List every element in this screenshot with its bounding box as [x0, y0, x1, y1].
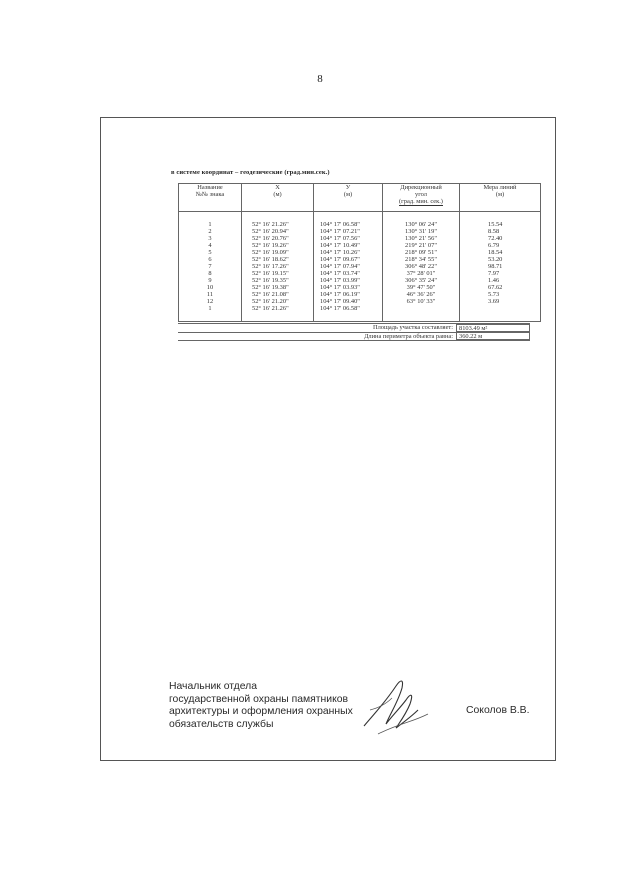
row-x: 52° 16' 21.20" — [242, 298, 314, 305]
row-number: 8 — [179, 270, 242, 277]
perimeter-value: 360.22 м — [456, 332, 530, 340]
row-number: 6 — [179, 256, 242, 263]
row-angle: 39° 47' 50" — [383, 284, 460, 291]
row-angle: 130° 06' 24" — [383, 221, 460, 228]
row-x: 52° 16' 19.15" — [242, 270, 314, 277]
row-x: 52° 16' 19.26" — [242, 242, 314, 249]
row-angle: 219° 21' 07" — [383, 242, 460, 249]
header-length: Мера линий (м) — [460, 184, 541, 212]
row-number: 12 — [179, 298, 242, 305]
row-x: 52° 16' 21.26" — [242, 305, 314, 322]
area-value: 8103.49 м² — [456, 324, 530, 332]
row-x: 52° 16' 21.08" — [242, 291, 314, 298]
row-y: 104° 17' 06.58" — [314, 305, 383, 322]
row-angle: 218° 34' 55" — [383, 256, 460, 263]
table-row — [179, 284, 541, 291]
table-header-row — [179, 184, 541, 212]
table-row — [179, 298, 541, 305]
row-length: 3.69 — [460, 298, 541, 305]
row-number: 1 — [179, 305, 242, 322]
row-y: 104° 17' 06.19" — [314, 291, 383, 298]
row-angle: 306° 48' 22" — [383, 263, 460, 270]
row-angle: 130° 21' 56" — [383, 235, 460, 242]
row-length: 1.46 — [460, 277, 541, 284]
handwritten-signature — [356, 664, 436, 744]
row-y: 104° 17' 07.21" — [314, 228, 383, 235]
coordinates-table — [178, 183, 541, 322]
row-angle: 130° 31' 19" — [383, 228, 460, 235]
table-row — [179, 221, 541, 228]
header-name: Название №№ знака — [179, 184, 242, 212]
row-length: 5.73 — [460, 291, 541, 298]
row-number: 2 — [179, 228, 242, 235]
row-number: 7 — [179, 263, 242, 270]
row-angle: 306° 35' 24" — [383, 277, 460, 284]
header-x: X (м) — [242, 184, 314, 212]
row-angle: 37° 28' 01" — [383, 270, 460, 277]
signature-title-line: государственной охраны памятников — [169, 693, 349, 705]
row-number: 10 — [179, 284, 242, 291]
table-row — [179, 256, 541, 263]
row-y: 104° 17' 03.99" — [314, 277, 383, 284]
table-spacer-row — [179, 212, 541, 222]
row-length: 7.97 — [460, 270, 541, 277]
row-number: 1 — [179, 221, 242, 228]
row-length: 6.79 — [460, 242, 541, 249]
row-x: 52° 16' 17.26" — [242, 263, 314, 270]
row-length: 98.71 — [460, 263, 541, 270]
table-row — [179, 249, 541, 256]
table-row — [179, 235, 541, 242]
row-length: 18.54 — [460, 249, 541, 256]
row-x: 52° 16' 20.76" — [242, 235, 314, 242]
table-row — [179, 277, 541, 284]
row-x: 52° 16' 19.35" — [242, 277, 314, 284]
row-y: 104° 17' 09.67" — [314, 256, 383, 263]
row-x: 52° 16' 19.38" — [242, 284, 314, 291]
table-row — [179, 291, 541, 298]
row-length: 72.40 — [460, 235, 541, 242]
row-x: 52° 16' 18.62" — [242, 256, 314, 263]
signature-stroke — [370, 698, 392, 710]
row-y: 104° 17' 10.26" — [314, 249, 383, 256]
header-y: У (м) — [314, 184, 383, 212]
row-y: 104° 17' 07.56" — [314, 235, 383, 242]
signature-title-line: Начальник отдела — [169, 681, 257, 692]
row-number: 5 — [179, 249, 242, 256]
row-y: 104° 17' 06.58" — [314, 221, 383, 228]
coordinate-system-heading: в системе координат – геодезические (град.мин.сек.) — [171, 169, 330, 176]
row-length: 15.54 — [460, 221, 541, 228]
row-x: 52° 16' 19.09" — [242, 249, 314, 256]
row-angle — [383, 305, 460, 322]
row-length: 53.20 — [460, 256, 541, 263]
table-row — [179, 263, 541, 270]
row-x: 52° 16' 21.26" — [242, 221, 314, 228]
area-label: Площадь участка составляет: — [372, 324, 453, 331]
row-number: 4 — [179, 242, 242, 249]
row-number: 11 — [179, 291, 242, 298]
row-angle: 63° 10' 33" — [383, 298, 460, 305]
row-number: 9 — [179, 277, 242, 284]
row-number: 3 — [179, 235, 242, 242]
signature-title-line: архитектуры и оформления охранных — [169, 706, 353, 717]
row-y: 104° 17' 10.49" — [314, 242, 383, 249]
summary-divider — [178, 340, 530, 341]
table-row — [179, 305, 541, 322]
row-y: 104° 17' 03.93" — [314, 284, 383, 291]
row-length: 67.62 — [460, 284, 541, 291]
signer-name: Соколов В.В. — [466, 705, 530, 716]
row-x: 52° 16' 20.94" — [242, 228, 314, 235]
table-row — [179, 270, 541, 277]
signature-title-line: обязательств службы — [169, 718, 274, 730]
header-angle: Дирекционный угол (град. мин. сек.) — [383, 184, 460, 212]
table-row — [179, 242, 541, 249]
page-number: 8 — [317, 73, 323, 85]
row-length: 8.58 — [460, 228, 541, 235]
row-angle: 218° 09' 51" — [383, 249, 460, 256]
table-row — [179, 228, 541, 235]
row-y: 104° 17' 09.40" — [314, 298, 383, 305]
row-angle: 46° 36' 26" — [383, 291, 460, 298]
row-y: 104° 17' 03.74" — [314, 270, 383, 277]
row-length — [460, 305, 541, 322]
signature-title — [169, 681, 353, 731]
perimeter-label: Длина периметра объекта равна: — [364, 333, 453, 340]
row-y: 104° 17' 07.94" — [314, 263, 383, 270]
